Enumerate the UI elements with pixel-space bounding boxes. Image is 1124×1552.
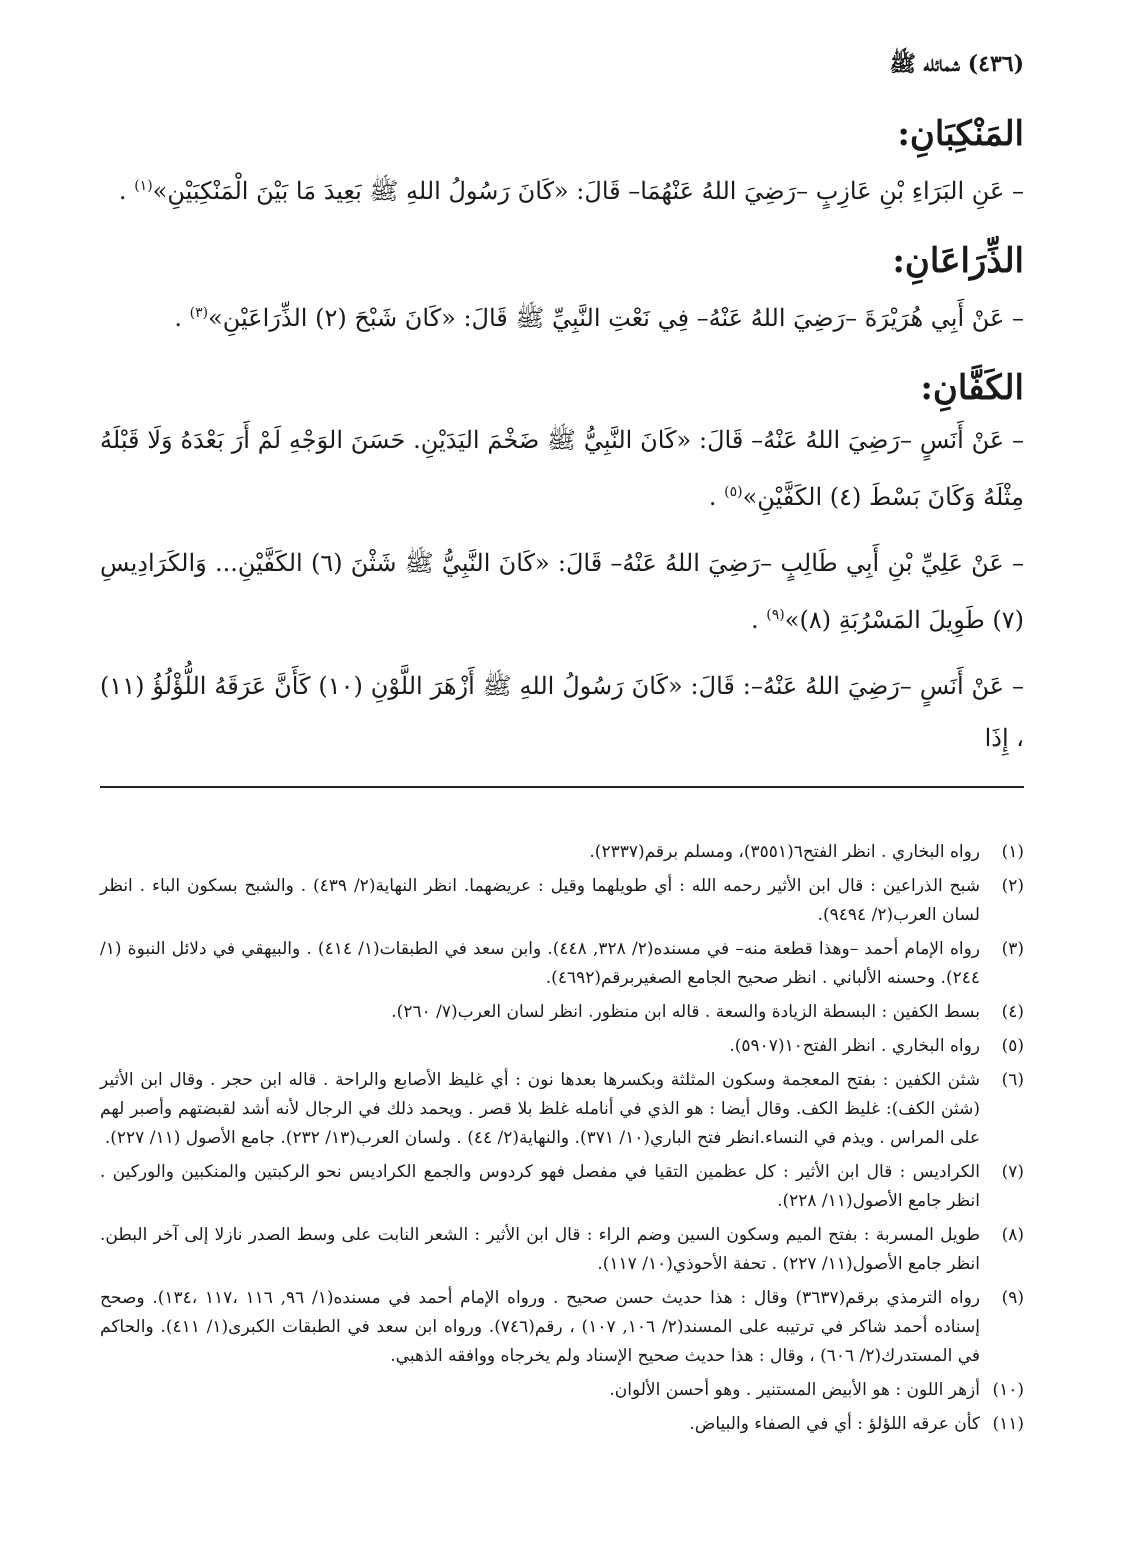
footnote-reference[interactable]: (١) (134, 178, 153, 194)
footnote-item (100, 1066, 1024, 1153)
hadith-text: – عَنْ أَبِي هُرَيْرَةَ –رَضِيَ اللهُ عَنْهُ– فِي نَعْتِ النَّبِيِّ ﷺ قَالَ: «كَانَ شَبْحَ (٢) الذِّرَاعَيْنِ» (208, 304, 1024, 332)
section-shoulders (100, 108, 1024, 217)
footnote-item (100, 1032, 1024, 1061)
hadith-text: – عَنِ البَرَاءِ بْنِ عَازِبٍ –رَضِيَ اللهُ عَنْهُمَا– قَالَ: «كَانَ رَسُولُ اللهِ ﷺ بَعِيدَ مَا بَيْنَ الْمَنْكِبَيْنِ» (152, 177, 1024, 205)
footnote-reference[interactable]: (٩) (766, 607, 785, 623)
footnote-number: (١١) (992, 1414, 1024, 1434)
footnote-item (100, 1376, 1024, 1405)
hadith-end: . (708, 483, 725, 511)
hadith-text: – عَنْ أَنَسٍ –رَضِيَ اللهُ عَنْهُ–: قَالَ: «كَانَ رَسُولُ اللهِ ﷺ أَزْهَرَ اللَّوْنِ (١٠) كَأَنَّ عَرَقَهُ اللُّؤْلُؤُ (١١) ، إِذَا (100, 672, 1024, 752)
footnote-number: (٢) (1001, 876, 1024, 896)
footnote-text: كأن عرقه اللؤلؤ : أي في الصفاء والبياض. (689, 1414, 980, 1434)
footnote-text: بسط الكفين : البسطة الزيادة والسعة . قاله ابن منظور. انظر لسان العرب(٧/ ٢٦٠). (391, 1002, 980, 1022)
page (100, 50, 1024, 1512)
hadith-text: – عَنْ أَنَسٍ –رَضِيَ اللهُ عَنْهُ– قَالَ: «كَانَ النَّبِيُّ ﷺ ضَخْمَ اليَدَيْنِ. حَسَنَ الوَجْهِ لَمْ أَرَ بَعْدَهُ وَلَا قَبْلَهُ مِثْلَهُ وَكَانَ بَسْطَ (٤) الكَفَّيْنِ» (100, 426, 1024, 511)
footnote-text: أزهر اللون : هو الأبيض المستنير . وهو أحسن الألوان. (609, 1380, 980, 1400)
section-heading: الكَفَّانِ: (920, 368, 1024, 408)
footnote-text: رواه الترمذي برقم(٣٦٣٧) وقال : هذا حديث حسن صحيح . ورواه الإمام أحمد في مسنده(١/ ٩٦, ١١٦ ،١١٧ ،١٣٤). وصحح إسناده أحمد شاكر في ترتيبه على المسند(٢/ ١٠٦, ١٠٧) ، رقم(٧٤٦). ورواه ابن سعد في الطبقات الكبرى(١/ ٤١١). والحاكم في المستدرك(٢/ ٦٠٦) ، وقال : هذا حديث صحيح الإسناد ولم يخرجاه ووافقه الذهبي. (100, 1288, 980, 1366)
hadith-paragraph (100, 660, 1024, 764)
footnote-item (100, 1410, 1024, 1439)
footnote-number: (٨) (1001, 1225, 1024, 1245)
footnote-reference[interactable]: (٥) (724, 484, 743, 500)
footnote-number: (١) (1001, 842, 1024, 862)
hadith-end: . (118, 177, 135, 205)
footnotes (100, 838, 1024, 1439)
section-palms (100, 362, 1024, 764)
footnote-number: (٥) (1001, 1036, 1024, 1056)
footnote-reference[interactable]: (٣) (189, 305, 209, 321)
hadith-paragraph (100, 537, 1024, 646)
footnote-text: شثن الكفين : بفتح المعجمة وسكون المثلثة وبكسرها بعدها نون : أي غليظ الأصابع والراحة . قاله ابن حجر . وقال ابن الأثير (شثن الكف): غليظ الكف. وقال أيضا : هو الذي في أنامله غلظ بلا قصر . ويحمد ذلك في الرجال لأنه أشد لقبضتهم وأصبر لهم على المراس . ويذم في النساء.انظر فتح الباري(١٠/ ٣٧١). والنهاية(٢/ ٤٤) . ولسان العرب(١٣/ ٢٣٢). جامع الأصول (١١/ ٢٢٧). (100, 1070, 980, 1148)
hadith-end: . (174, 304, 190, 332)
footnote-text: شبح الذراعين : قال ابن الأثير رحمه الله : أي طويلهما وقيل : عريضهما. انظر النهاية(٢/ ٤٣٩) . والشبح بسكون الباء . انظر لسان العرب(٢/ ٩٤٩٤). (100, 876, 980, 925)
footnote-text: رواه الإمام أحمد –وهذا قطعة منه– في مسنده(٢/ ٣٢٨, ٤٤٨). وابن سعد في الطبقات(١/ ٤١٤) . والبيهقي في دلائل النبوة (١/ ٢٤٤). وحسنه الألباني . انظر صحيح الجامع الصغيربرقم(٤٦٩٢). (100, 939, 980, 988)
footnote-text: رواه البخاري . انظر الفتح١٠(٥٩٠٧). (729, 1036, 980, 1056)
section-heading: الذِّرَاعَانِ: (892, 241, 1024, 281)
hadith-end: . (751, 606, 767, 634)
hadith-paragraph (100, 287, 1024, 344)
footnote-item (100, 935, 1024, 993)
footnote-number: (٦) (1001, 1070, 1024, 1090)
section-forearms (100, 235, 1024, 344)
footnote-text: طويل المسربة : بفتح الميم وسكون السين وضم الراء : قال ابن الأثير : الشعر النابت على وسط الصدر نازلا إلى آخر البطن. انظر جامع الأصول(١١/ ٢٢٧) . تحفة الأحوذي(١٠/ ١١٧). (100, 1225, 980, 1274)
footnote-item (100, 838, 1024, 867)
hadith-paragraph (100, 414, 1024, 523)
footnote-item (100, 1221, 1024, 1279)
running-head: (٤٣٦) شمائله ﷺ (889, 51, 1024, 77)
hadith-text: – عَنْ عَلِيِّ بْنِ أَبِي طَالِبٍ –رَضِيَ اللهُ عَنْهُ– قَالَ: «كَانَ النَّبِيُّ ﷺ شَثْنَ (٦) الكَفَّيْنِ... وَالكَرَادِيسِ (٧) طَوِيلَ المَسْرُبَةِ (٨)» (100, 549, 1024, 634)
footnote-item (100, 1284, 1024, 1371)
footnote-item (100, 1158, 1024, 1216)
hadith-paragraph (100, 160, 1024, 217)
footnote-text: الكراديس : قال ابن الأثير : كل عظمين التقيا في مفصل فهو كردوس والجمع الكراديس نحو الركبتين والمنكبين والوركين . انظر جامع الأصول(١١/ ٢٢٨). (100, 1162, 980, 1211)
footnote-item (100, 872, 1024, 930)
footnote-number: (٣) (1001, 939, 1024, 959)
footnote-divider (100, 786, 1024, 788)
footnote-number: (٤) (1001, 1002, 1024, 1022)
footnote-number: (١٠) (992, 1380, 1024, 1400)
footnote-item (100, 998, 1024, 1027)
footnote-number: (٧) (1001, 1162, 1024, 1182)
section-heading: المَنْكِبَانِ: (897, 114, 1024, 154)
footnote-text: رواه البخاري . انظر الفتح٦(٣٥٥١)، ومسلم برقم(٢٣٣٧). (589, 842, 980, 862)
footnote-number: (٩) (1001, 1288, 1024, 1308)
